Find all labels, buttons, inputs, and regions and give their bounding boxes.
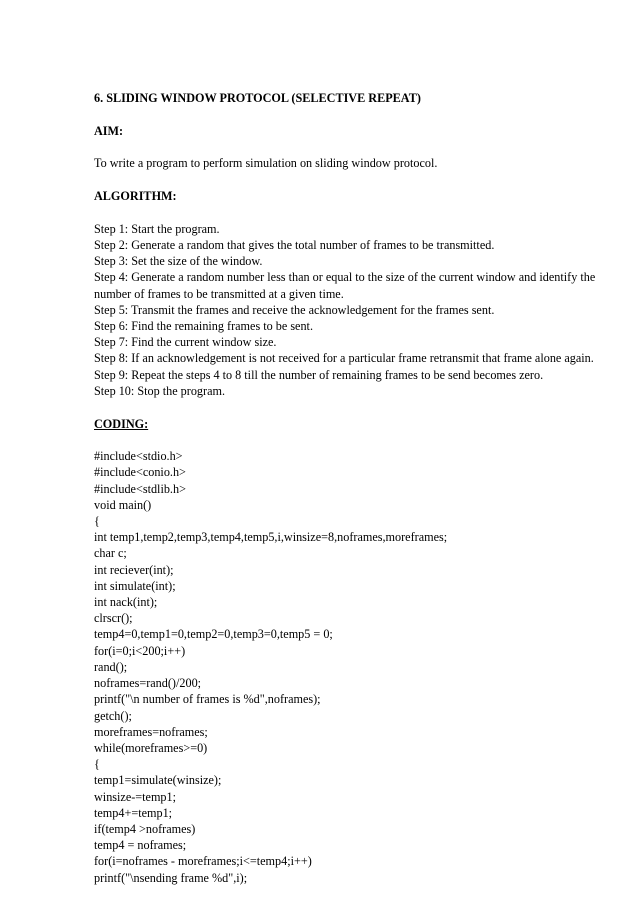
coding-heading: CODING: xyxy=(94,416,149,431)
code-line: printf("\n number of frames is %d",noframes); xyxy=(94,692,321,707)
code-line: { xyxy=(94,757,100,772)
code-line: noframes=rand()/200; xyxy=(94,676,202,691)
code-line: winsize-=temp1; xyxy=(94,789,177,804)
algorithm-steps xyxy=(94,221,614,399)
code-line: #include<stdlib.h> xyxy=(94,481,186,496)
step-9: Step 9: Repeat the steps 4 to 8 till the number of remaining frames to be send becomes zero. xyxy=(94,367,544,382)
code-listing xyxy=(94,448,614,885)
step-10: Step 10: Stop the program. xyxy=(94,383,226,398)
code-line: int nack(int); xyxy=(94,595,158,610)
step-4: Step 4: Generate a random number less than or equal to the size of the current window and identify the number of frames to be transmitted at a given time. xyxy=(94,270,596,301)
code-line: clrscr(); xyxy=(94,611,133,626)
aim-heading: AIM: xyxy=(94,123,124,138)
step-5: Step 5: Transmit the frames and receive the acknowledgement for the frames sent. xyxy=(94,302,495,317)
code-line: char c; xyxy=(94,546,127,561)
code-line: #include<stdio.h> xyxy=(94,449,183,464)
document-title: 6. SLIDING WINDOW PROTOCOL (SELECTIVE REPEAT) xyxy=(94,91,421,105)
step-1: Step 1: Start the program. xyxy=(94,221,220,236)
code-line: temp4=0,temp1=0,temp2=0,temp3=0,temp5 = 0; xyxy=(94,627,333,642)
code-line: for(i=0;i<200;i++) xyxy=(94,643,186,658)
code-line: for(i=noframes - moreframes;i<=temp4;i++) xyxy=(94,854,312,869)
code-line: int reciever(int); xyxy=(94,562,174,577)
step-8: Step 8: If an acknowledgement is not received for a particular frame retransmit that frame alone again. xyxy=(94,351,594,366)
code-line: while(moreframes>=0) xyxy=(94,740,208,755)
document-page xyxy=(94,90,614,886)
code-line: if(temp4 >noframes) xyxy=(94,821,196,836)
code-line: int simulate(int); xyxy=(94,578,176,593)
step-7: Step 7: Find the current window size. xyxy=(94,335,277,350)
code-line: void main() xyxy=(94,497,152,512)
step-6: Step 6: Find the remaining frames to be sent. xyxy=(94,319,313,334)
step-3: Step 3: Set the size of the window. xyxy=(94,254,263,269)
step-2: Step 2: Generate a random that gives the total number of frames to be transmitted. xyxy=(94,238,495,253)
code-line: int temp1,temp2,temp3,temp4,temp5,i,winsize=8,noframes,moreframes; xyxy=(94,530,448,545)
code-line: temp4+=temp1; xyxy=(94,805,173,820)
code-line: rand(); xyxy=(94,659,128,674)
code-line: #include<conio.h> xyxy=(94,465,186,480)
code-line: getch(); xyxy=(94,708,132,723)
code-line: printf("\nsending frame %d",i); xyxy=(94,870,248,885)
code-line: temp1=simulate(winsize); xyxy=(94,773,222,788)
algorithm-heading: ALGORITHM: xyxy=(94,189,177,204)
code-line: moreframes=noframes; xyxy=(94,724,208,739)
aim-text: To write a program to perform simulation on sliding window protocol. xyxy=(94,156,438,171)
code-line: { xyxy=(94,514,100,529)
code-line: temp4 = noframes; xyxy=(94,838,187,853)
